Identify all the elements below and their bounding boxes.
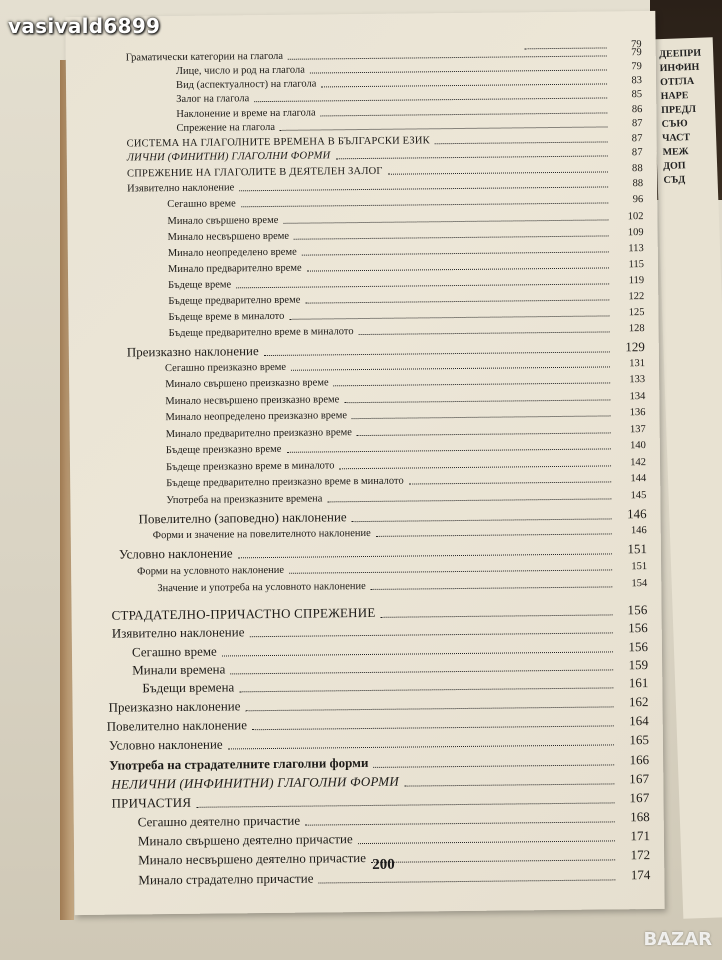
toc-entry-title: Лице, число и род на глагола	[175, 64, 305, 77]
toc-entry-title: Условно наклонение	[118, 545, 233, 562]
toc-entry-page: 122	[628, 291, 645, 303]
toc-entry-page: 142	[630, 457, 647, 469]
facing-page-text: ДЕЕПРИ	[659, 47, 702, 61]
toc-entry-page: 79	[631, 61, 642, 73]
dot-leader	[435, 141, 608, 144]
toc-entry-title: Бъдеще предварително време в миналото	[168, 326, 354, 340]
toc-entry-title: Минало предварително преизказно време	[165, 427, 352, 441]
toc-entry-title: Повелително (заповедно) наклонение	[138, 509, 347, 527]
table-of-contents	[65, 11, 664, 888]
toc-entry-page: 145	[630, 490, 647, 502]
dot-leader	[239, 687, 613, 692]
toc-entry-page: 119	[628, 275, 645, 287]
dot-leader	[335, 155, 607, 159]
dot-leader	[238, 553, 612, 558]
toc-entry-page: 146	[626, 506, 647, 522]
toc-entry-page: 165	[629, 732, 649, 748]
dot-leader	[239, 186, 608, 191]
toc-entry-page: 83	[631, 75, 643, 87]
dot-leader	[357, 432, 611, 436]
toc-entry-title: Повелително наклонение	[106, 717, 248, 734]
dot-leader	[264, 351, 610, 356]
toc-entry	[138, 828, 650, 849]
toc-entry-page: 166	[629, 752, 650, 768]
toc-entry-page: 115	[628, 259, 644, 271]
dot-leader	[371, 586, 613, 590]
toc-entry-title: НЕЛИЧНИ (ИНФИНИТНИ) ГЛАГОЛНИ ФОРМИ	[111, 773, 399, 792]
toc-entry-title: Изявително наклонение	[111, 624, 245, 641]
toc-entry	[168, 225, 644, 243]
toc-entry-page: 87	[631, 133, 643, 145]
dot-leader	[241, 202, 608, 207]
facing-page-text: ОТГЛА	[659, 75, 695, 89]
toc-entry-title: СИСТЕМА НА ГЛАГОЛНИТЕ ВРЕМЕНА В БЪЛГАРСКИ ЕЗИК	[126, 135, 430, 150]
toc-entry	[112, 620, 648, 642]
dot-leader	[359, 331, 610, 335]
toc-entry-page: 171	[630, 828, 650, 844]
toc-entry	[169, 321, 645, 339]
toc-entry-page: 128	[628, 323, 645, 335]
toc-entry-title: Минало несвършено преизказно време	[165, 394, 340, 408]
dot-leader	[280, 126, 608, 130]
toc-entry-page: 96	[632, 194, 644, 206]
dot-leader	[289, 315, 609, 319]
dot-leader	[305, 821, 615, 825]
facing-page-text: СЪЮ	[661, 118, 688, 131]
toc-entry-title: Употреба на страдателните глаголни форми	[109, 754, 369, 773]
facing-page-text: ИНФИН	[659, 61, 700, 75]
toc-entry-title: Форми и значение на повелителното наклонение	[152, 527, 371, 542]
toc-entry-title: Бъдещи времена	[142, 679, 235, 696]
toc-entry-title: Бъдеще време в миналото	[168, 310, 285, 324]
toc-entry-page: 102	[627, 211, 644, 223]
toc-entry-title: Минало неопределено време	[167, 246, 297, 260]
toc-entry-page: 129	[625, 339, 645, 355]
dot-leader	[289, 569, 612, 573]
toc-entry	[168, 273, 644, 291]
dot-leader	[286, 448, 610, 452]
toc-entry-title: Сегашно деятелно причастие	[137, 812, 301, 830]
dot-leader	[340, 465, 612, 469]
toc-entry-title: Минало свършено време	[167, 214, 279, 228]
toc-entry-title: Минало предварително време	[167, 262, 302, 276]
facing-page-text: НАРЕ	[660, 90, 689, 103]
toc-entry-title: Минало свършено преизказно време	[165, 377, 329, 391]
toc-entry	[168, 257, 644, 275]
toc-entry-page: 88	[632, 178, 644, 190]
toc-entry-title: Бъдеще преизказно време в миналото	[165, 460, 335, 474]
dot-leader	[291, 366, 610, 370]
dot-leader	[388, 171, 608, 174]
toc-entry	[142, 675, 648, 696]
toc-entry-page: 140	[630, 440, 646, 452]
dot-leader	[249, 632, 612, 637]
toc-entry-title: Спрежение на глагола	[176, 121, 276, 134]
dot-leader	[334, 382, 611, 386]
toc-entry-title: Бъдеще време	[168, 279, 232, 292]
toc-entry-title: Сегашно време	[131, 643, 217, 660]
dot-leader	[230, 669, 613, 674]
toc-entry-page: 174	[630, 867, 651, 883]
toc-entry-page: 88	[631, 163, 643, 175]
dot-leader	[358, 840, 615, 844]
toc-entry-title: Минало несвършено време	[167, 230, 290, 244]
toc-entry	[168, 241, 644, 259]
toc-entry-page: 125	[628, 307, 645, 319]
facing-page-text: СЪД	[663, 174, 686, 187]
toc-entry-title: Минало страдателно причастие	[138, 870, 314, 888]
toc-entry	[127, 176, 643, 194]
dot-leader	[283, 219, 608, 223]
toc-entry-title: Сегашно преизказно време	[164, 361, 287, 375]
toc-entry	[168, 289, 644, 307]
dot-leader	[236, 283, 609, 288]
toc-entry	[166, 438, 646, 456]
toc-entry-title: ПРИЧАСТИЯ	[111, 794, 192, 811]
dot-leader	[246, 706, 614, 711]
toc-entry-title: ЛИЧНИ (ФИНИТНИ) ГЛАГОЛНИ ФОРМИ	[126, 150, 331, 164]
toc-entry	[109, 752, 649, 774]
toc-entry-page: 113	[628, 243, 644, 255]
toc-entry	[111, 790, 649, 812]
toc-entry	[168, 305, 644, 323]
facing-page-text: МЕЖ	[662, 146, 689, 159]
toc-entry-title: Условно наклонение	[108, 736, 223, 753]
dot-leader	[327, 498, 611, 502]
toc-entry	[157, 576, 647, 594]
toc-entry-page: 86	[631, 104, 643, 116]
toc-entry	[166, 455, 646, 473]
dot-leader	[321, 112, 608, 116]
facing-page-text: ЧАСТ	[661, 132, 691, 145]
toc-entry-title: Преизказно наклонение	[126, 343, 259, 360]
page-number: 200	[372, 856, 395, 873]
toc-entry-page: 133	[629, 374, 646, 386]
toc-entry-title: Преизказно наклонение	[108, 698, 241, 715]
dot-leader	[307, 267, 609, 271]
dot-leader	[305, 299, 609, 303]
toc-entry-page: 137	[629, 424, 646, 436]
toc-entry-page: 167	[629, 790, 650, 806]
toc-entry	[167, 192, 643, 210]
toc-entry	[109, 732, 649, 754]
dot-leader	[373, 764, 614, 768]
toc-entry	[137, 559, 647, 577]
dot-leader	[318, 879, 615, 883]
dot-leader	[321, 83, 607, 87]
username-overlay: vasivald6899	[8, 14, 161, 38]
toc-entry-title: Граматически категории на глагола	[125, 50, 284, 64]
toc-entry-page: 159	[628, 657, 649, 673]
toc-entry-page: 154	[631, 578, 648, 590]
toc-entry-page: 167	[629, 771, 650, 787]
toc-entry-page: 156	[627, 602, 648, 618]
dot-leader	[381, 614, 613, 617]
toc-entry	[166, 488, 646, 506]
toc-entry-title: Бъдеще предварително преизказно време в миналото	[166, 475, 404, 490]
toc-entry-page: 172	[630, 847, 651, 863]
toc-entry	[166, 471, 646, 489]
toc-entry-page: 87	[631, 147, 643, 159]
toc-entry-title: Минало несвършено деятелно причастие	[138, 850, 367, 868]
toc-entry-title: Изявително наклонение	[127, 182, 235, 195]
toc-entry-page: 131	[629, 358, 646, 370]
toc-entry-page: 151	[627, 541, 647, 557]
toc-entry-page: 156	[628, 639, 649, 655]
dot-leader	[228, 744, 614, 749]
toc-entry-page: 162	[628, 694, 649, 710]
toc-entry-title: Сегашно време	[167, 198, 236, 211]
toc-entry	[166, 422, 646, 440]
toc-entry-page: 134	[629, 391, 646, 403]
toc-entry-title: Минали времена	[132, 661, 226, 678]
dot-leader	[352, 518, 612, 522]
toc-entry-title: Залог на глагола	[176, 93, 250, 105]
toc-entry-title: Значение и употреба на условното наклонение	[157, 580, 366, 595]
dot-leader	[252, 725, 614, 730]
toc-entry	[165, 405, 645, 423]
toc-entry-page: 164	[629, 713, 649, 729]
toc-entry-title: СПРЕЖЕНИЕ НА ГЛАГОЛИТЕ В ДЕЯТЕЛЕН ЗАЛОГ	[126, 165, 383, 180]
toc-entry-page: 87	[631, 118, 643, 130]
toc-entry-page: 79	[631, 39, 642, 51]
facing-page-text: ДОП	[662, 160, 686, 173]
dot-leader	[371, 859, 615, 863]
watermark-logo: BAZAR	[643, 929, 712, 950]
toc-entry-page: 136	[629, 407, 646, 419]
toc-entry-page: 151	[631, 561, 648, 573]
dot-leader	[222, 651, 613, 656]
toc-entry-title: Минало неопределено преизказно време	[165, 410, 348, 424]
toc-entry-page: 156	[628, 620, 648, 636]
dot-leader	[376, 533, 612, 536]
book-page	[65, 11, 664, 915]
toc-entry-page: 146	[630, 525, 647, 537]
toc-entry-title: Наклонение и време на глагола	[176, 107, 316, 120]
toc-entry	[107, 713, 649, 735]
dot-leader	[404, 783, 614, 786]
toc-entry	[138, 809, 650, 830]
dot-leader	[409, 481, 611, 484]
toc-entry-page: 79	[631, 47, 642, 59]
toc-entry-page: 168	[630, 809, 650, 825]
toc-entry-title: СТРАДАТЕЛНО-ПРИЧАСТНО СПРЕЖЕНИЕ	[111, 604, 376, 623]
dot-leader	[254, 97, 607, 102]
toc-entry-title: Вид (аспектуалност) на глагола	[175, 78, 317, 91]
dot-leader	[302, 251, 609, 255]
toc-entry	[111, 771, 649, 793]
toc-entry	[165, 389, 645, 407]
toc-entry	[167, 209, 643, 227]
toc-entry-title: Форми на условното наклонение	[137, 564, 285, 578]
toc-entry-title: Минало свършено деятелно причастие	[137, 831, 353, 849]
dot-leader	[196, 802, 614, 807]
dot-leader	[352, 415, 611, 419]
toc-entry-title: Бъдеще преизказно време	[165, 443, 282, 457]
facing-page-text: ПРЕДЛ	[660, 103, 697, 117]
toc-entry-title: Бъдеще предварително време	[168, 294, 301, 308]
toc-entry	[108, 694, 648, 716]
dot-leader	[294, 235, 609, 239]
toc-entry-title: Употреба на преизказните времена	[166, 493, 323, 507]
toc-entry-page: 85	[631, 89, 643, 101]
dot-leader	[344, 399, 610, 403]
toc-entry-page: 161	[628, 675, 649, 691]
toc-entry-page: 144	[630, 473, 647, 485]
toc-entry-page: 109	[627, 227, 644, 239]
toc-entry	[165, 372, 645, 390]
